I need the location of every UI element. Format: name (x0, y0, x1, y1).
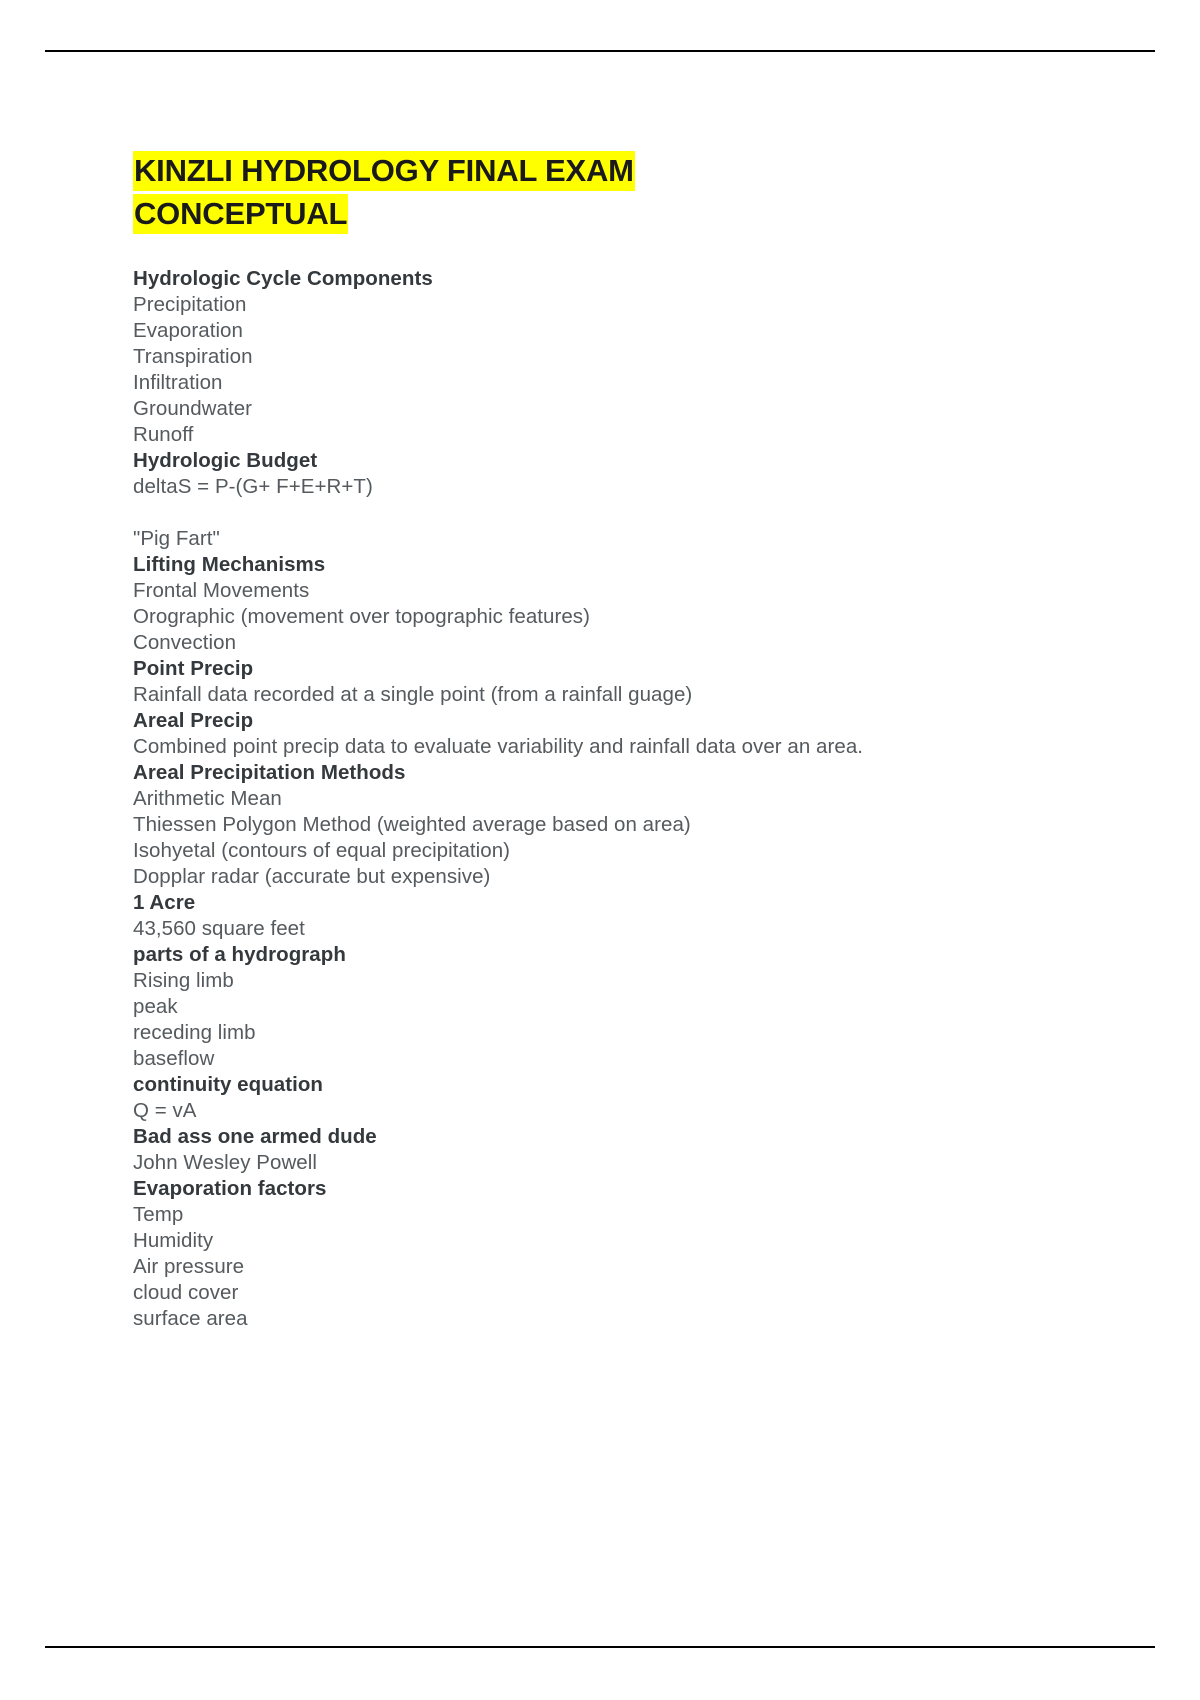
note-term: continuity equation (133, 1072, 323, 1096)
note-definition: Transpiration (133, 344, 253, 368)
note-definition: Groundwater (133, 396, 253, 420)
note-definition: baseflow (133, 1046, 215, 1070)
note-definition: Convection (133, 630, 237, 654)
note-definition: surface area (133, 1306, 248, 1330)
note-definition: Evaporation (133, 318, 243, 342)
note-definition: Q = vA (133, 1098, 197, 1122)
note-definition: Combined point precip data to evaluate variability and rainfall data over an area. (133, 734, 864, 758)
note-term: Evaporation factors (133, 1176, 327, 1200)
note-definition: Isohyetal (contours of equal precipitation) (133, 838, 511, 862)
note-definition: Runoff (133, 422, 194, 446)
note-term: Lifting Mechanisms (133, 552, 326, 576)
note-definition: Humidity (133, 1228, 214, 1252)
note-definition: Thiessen Polygon Method (weighted average based on area) (133, 812, 691, 836)
page-title-highlight: KINZLI HYDROLOGY FINAL EXAM CONCEPTUAL (133, 151, 635, 234)
note-definition: Rising limb (133, 968, 234, 992)
note-definition: deltaS = P-(G+ F+E+R+T) (133, 474, 373, 498)
note-term: Areal Precip (133, 708, 254, 732)
note-definition: Rainfall data recorded at a single point (from a rainfall guage) (133, 682, 693, 706)
note-definition: Dopplar radar (accurate but expensive) (133, 864, 491, 888)
note-definition: John Wesley Powell (133, 1150, 317, 1174)
document-body (133, 150, 1033, 1332)
page-top-divider (45, 50, 1155, 52)
note-definition: peak (133, 994, 178, 1018)
note-definition: Air pressure (133, 1254, 245, 1278)
note-definition: cloud cover (133, 1280, 239, 1304)
note-definition: Temp (133, 1202, 184, 1226)
note-term: Hydrologic Cycle Components (133, 266, 433, 290)
note-definition: Infiltration (133, 370, 223, 394)
note-definition: Arithmetic Mean (133, 786, 282, 810)
note-spacer (133, 500, 1033, 526)
note-term: Bad ass one armed dude (133, 1124, 377, 1148)
note-term: 1 Acre (133, 890, 196, 914)
note-definition: Precipitation (133, 292, 247, 316)
note-definition: Orographic (movement over topographic features) (133, 604, 590, 628)
study-notes-list (133, 266, 1033, 1332)
note-definition: Frontal Movements (133, 578, 310, 602)
note-definition: "Pig Fart" (133, 526, 220, 550)
note-term: Point Precip (133, 656, 254, 680)
note-term: parts of a hydrograph (133, 942, 346, 966)
note-term: Areal Precipitation Methods (133, 760, 406, 784)
note-definition: receding limb (133, 1020, 256, 1044)
page-title (133, 150, 773, 236)
note-term: Hydrologic Budget (133, 448, 318, 472)
page-bottom-divider (45, 1646, 1155, 1648)
note-definition: 43,560 square feet (133, 916, 305, 940)
